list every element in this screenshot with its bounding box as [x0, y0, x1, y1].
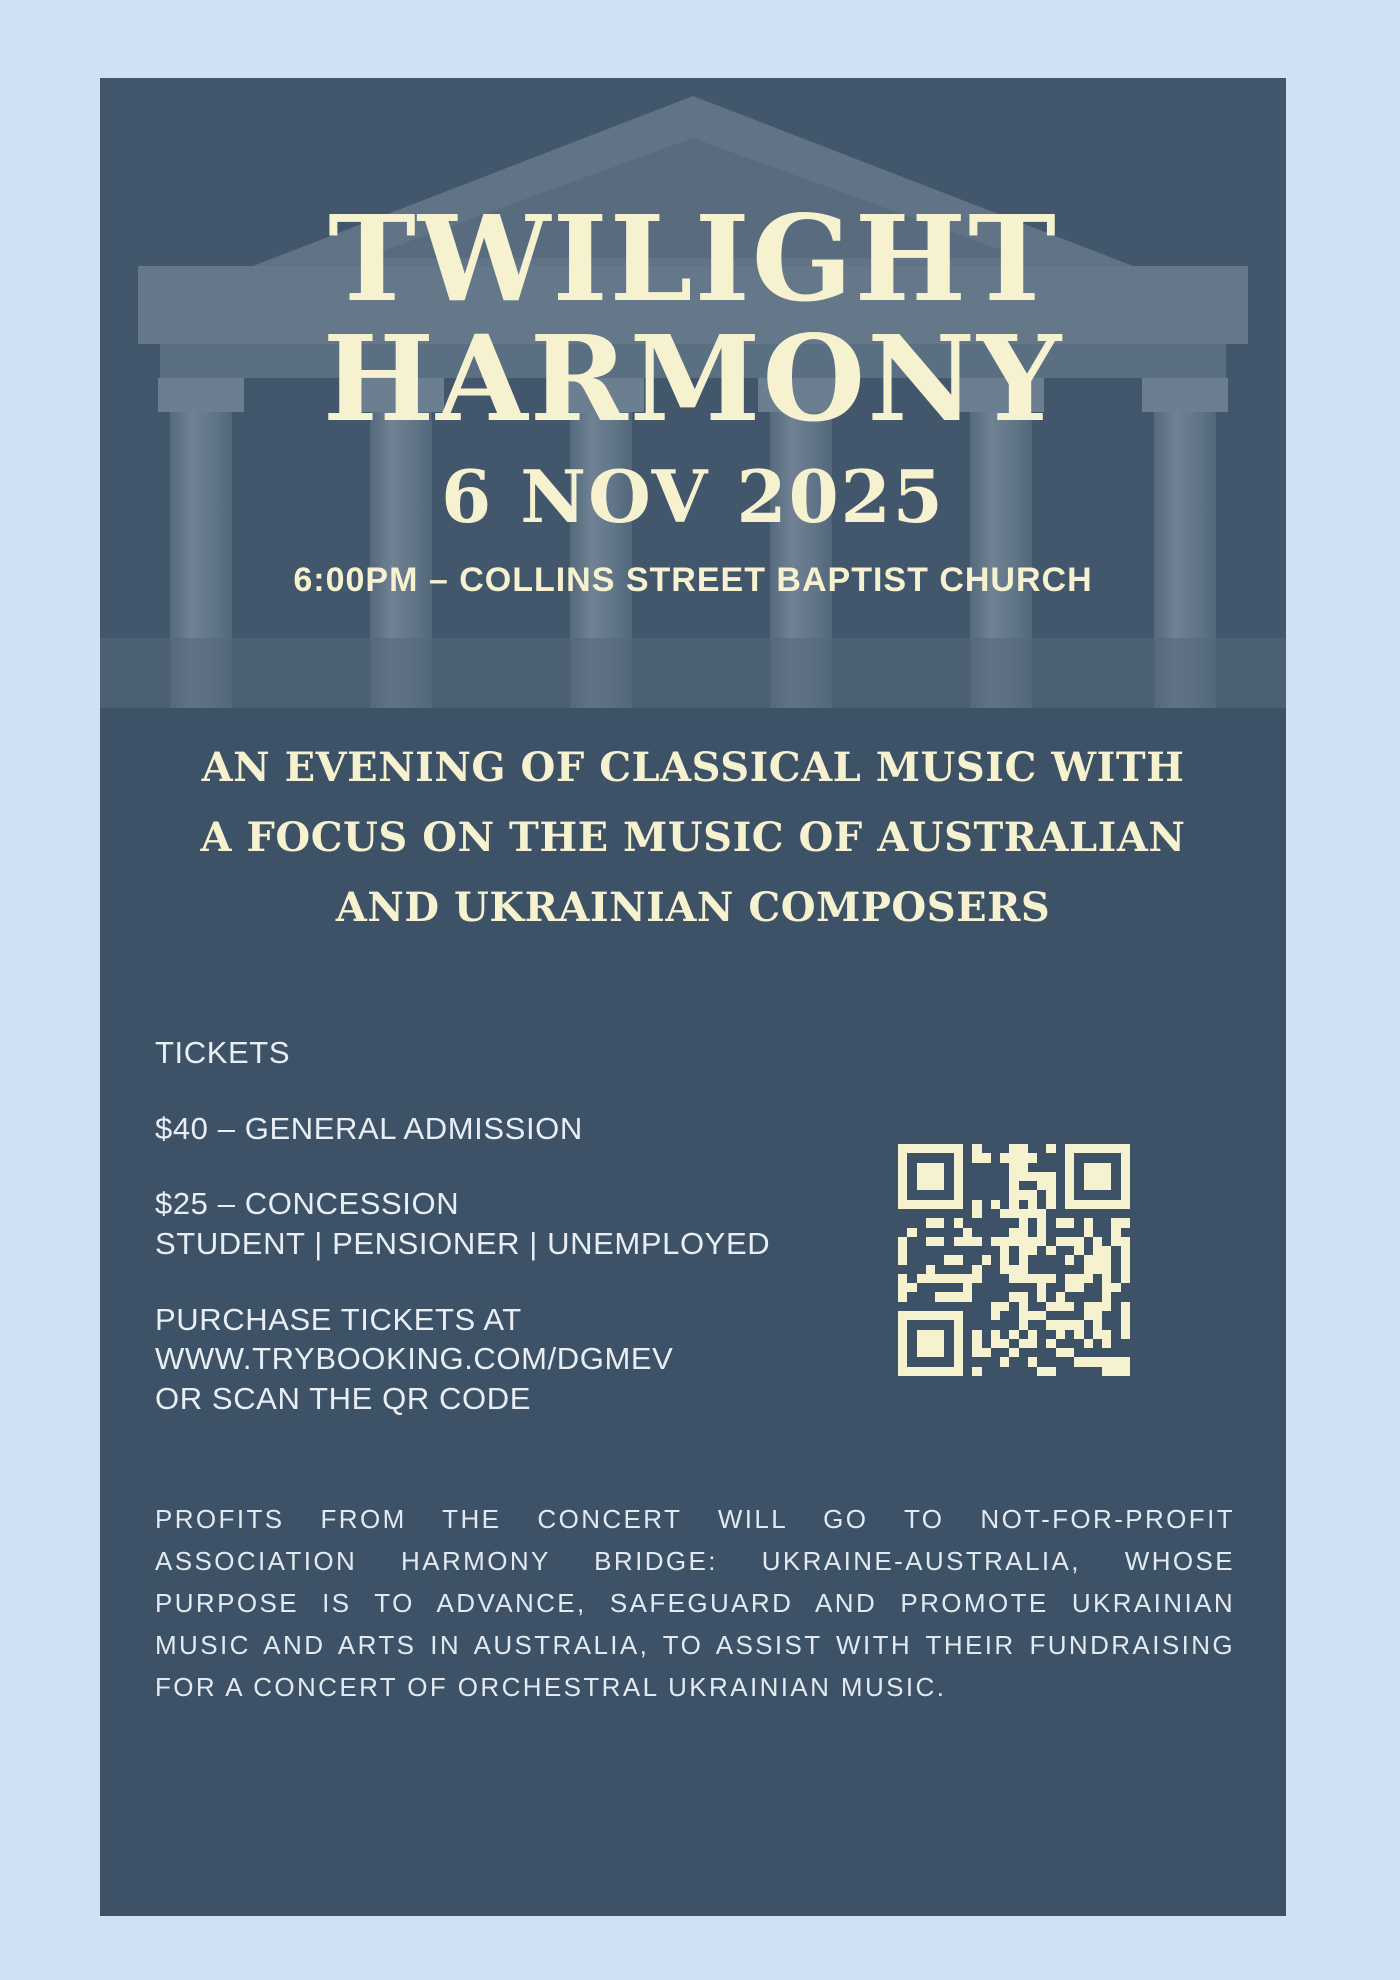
tagline-line-3: AND UKRAINIAN COMPOSERS — [335, 884, 1051, 931]
concert-poster — [100, 78, 1286, 1916]
poster-title-line2: HARMONY — [322, 309, 1064, 448]
event-time-venue: 6:00PM – COLLINS STREET BAPTIST CHURCH — [293, 561, 1093, 599]
tickets-section — [155, 1033, 835, 1419]
event-date: 6 NOV 2025 — [441, 454, 945, 539]
purchase-url[interactable]: WWW.TRYBOOKING.COM/DGMEV — [155, 1341, 674, 1377]
ticket-price-concession-group — [155, 1184, 835, 1263]
ticket-concession-detail: STUDENT | PENSIONER | UNEMPLOYED — [155, 1226, 771, 1262]
purchase-line-3: OR SCAN THE QR CODE — [155, 1381, 531, 1417]
hero-text-group — [100, 78, 1286, 708]
ticket-price-concession: $25 – CONCESSION — [155, 1186, 460, 1222]
tagline-line-2: A FOCUS ON THE MUSIC OF AUSTRALIAN — [200, 814, 1186, 861]
ticket-price-general: $40 – GENERAL ADMISSION — [155, 1110, 583, 1146]
qr-code-matrix[interactable] — [898, 1144, 1130, 1376]
purchase-info — [155, 1300, 835, 1419]
tagline-line-1: AN EVENING OF CLASSICAL MUSIC WITH — [201, 744, 1185, 791]
purchase-line-1: PURCHASE TICKETS AT — [155, 1301, 522, 1337]
tagline — [100, 733, 1286, 943]
footer-note: PROFITS FROM THE CONCERT WILL GO TO NOT-FOR-PROFIT ASSOCIATION HARMONY BRIDGE: UKRAINE-AUSTRALIA, WHOSE PURPOSE IS TO ADVANCE, SAFEGUARD AND PROMOTE UKRAINIAN MUSIC AND ARTS IN AUSTRALIA, TO ASSIST WITH THEIR FUNDRAISING FOR A CONCERT OF ORCHESTRAL UKRAINIAN MUSIC. — [155, 1504, 1235, 1703]
tickets-heading: TICKETS — [155, 1035, 291, 1070]
poster-title-line1: TWILIGHT — [328, 189, 1058, 328]
qr-code[interactable] — [898, 1144, 1130, 1376]
hero-section — [100, 78, 1286, 708]
